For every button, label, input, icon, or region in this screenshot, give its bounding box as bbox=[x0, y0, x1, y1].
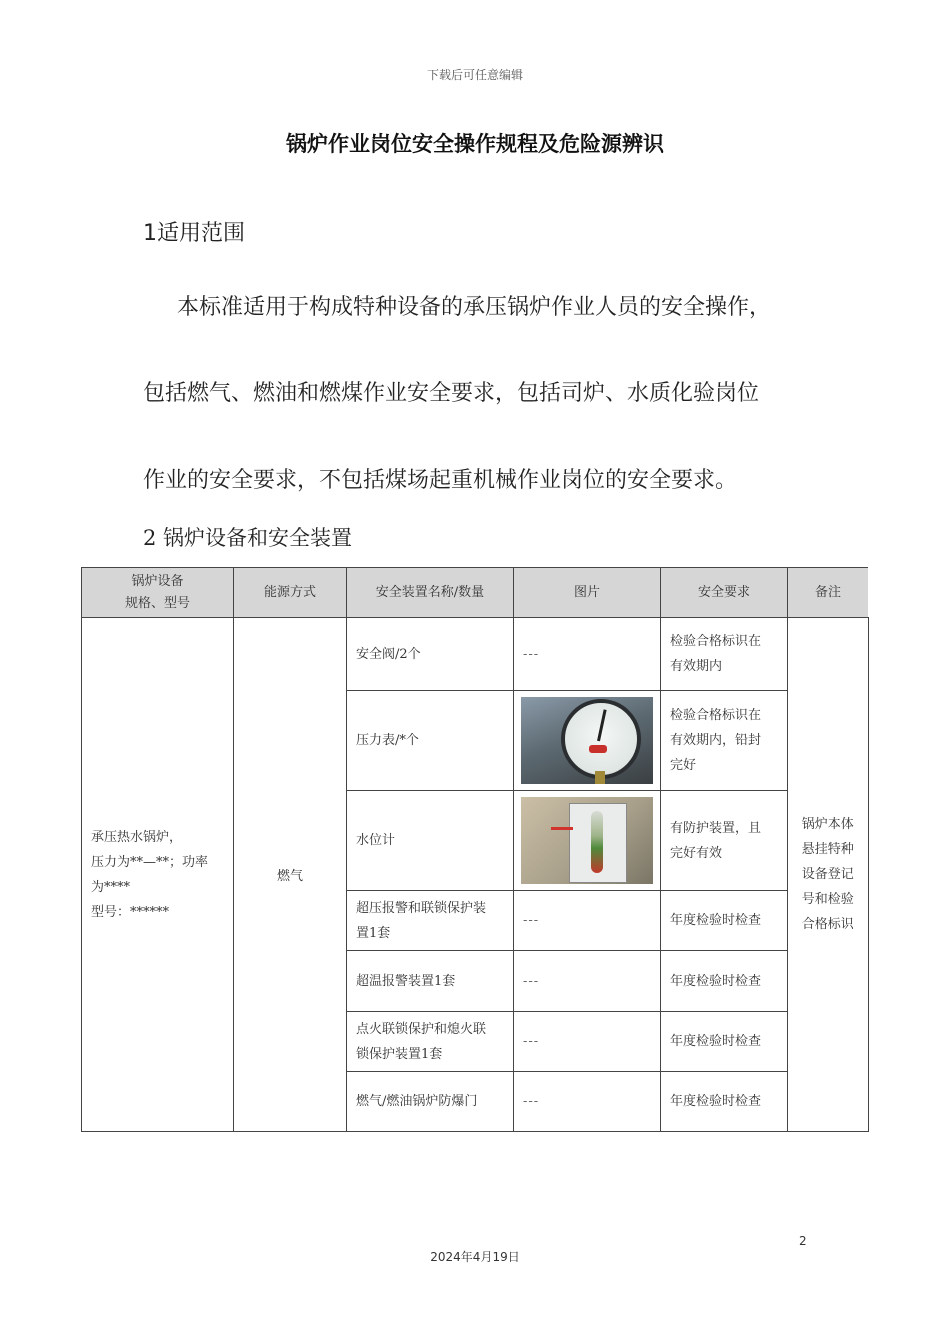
section1-heading: 1适用范围 bbox=[143, 221, 245, 246]
device-cell: 安全阀/2个 bbox=[347, 618, 514, 691]
equipment-table bbox=[81, 567, 869, 1132]
section1-line-2: 包括燃气、燃油和燃煤作业安全要求，包括司炉、水质化验岗位 bbox=[143, 381, 760, 406]
equipment-cell: 承压热水锅炉， 压力为**—**；功率 为**** 型号：****** bbox=[82, 618, 234, 1132]
footer-date: 2024年4月19日 bbox=[430, 1250, 520, 1264]
pressure-gauge-photo-icon bbox=[521, 697, 653, 784]
device-cell: 超压报警和联锁保护装 置1套 bbox=[347, 891, 514, 951]
document-title: 锅炉作业岗位安全操作规程及危险源辨识 bbox=[286, 132, 664, 156]
header-note: 下载后可任意编辑 bbox=[426, 68, 523, 82]
water-level-gauge-photo-icon bbox=[521, 797, 653, 884]
image-cell bbox=[514, 691, 661, 791]
requirement-cell: 年度检验时检查 bbox=[661, 951, 788, 1012]
header-requirement: 安全要求 bbox=[661, 568, 788, 618]
header-image: 图片 bbox=[514, 568, 661, 618]
device-cell: 超温报警装置1套 bbox=[347, 951, 514, 1012]
header-equipment: 锅炉设备 规格、型号 bbox=[82, 568, 234, 618]
device-cell: 压力表/*个 bbox=[347, 691, 514, 791]
image-cell: --- bbox=[514, 951, 661, 1012]
image-cell: --- bbox=[514, 1012, 661, 1072]
requirement-cell: 有防护装置，且 完好有效 bbox=[661, 791, 788, 891]
page-number: 2 bbox=[799, 1234, 807, 1248]
remark-cell: 锅炉本体 悬挂特种 设备登记 号和检验 合格标识 bbox=[788, 618, 869, 1132]
device-cell: 燃气/燃油锅炉防爆门 bbox=[347, 1072, 514, 1132]
image-cell: --- bbox=[514, 1072, 661, 1132]
requirement-cell: 年度检验时检查 bbox=[661, 1072, 788, 1132]
requirement-cell: 年度检验时检查 bbox=[661, 1012, 788, 1072]
table-header-row bbox=[82, 568, 869, 618]
image-cell bbox=[514, 791, 661, 891]
header-energy: 能源方式 bbox=[234, 568, 347, 618]
section1-line-3: 作业的安全要求，不包括煤场起重机械作业岗位的安全要求。 bbox=[143, 468, 738, 493]
requirement-cell: 年度检验时检查 bbox=[661, 891, 788, 951]
section1-line-1: 本标准适用于构成特种设备的承压锅炉作业人员的安全操作， bbox=[177, 295, 772, 320]
image-cell: --- bbox=[514, 891, 661, 951]
requirement-cell: 检验合格标识在 有效期内 bbox=[661, 618, 788, 691]
device-cell: 水位计 bbox=[347, 791, 514, 891]
header-remark: 备注 bbox=[788, 568, 869, 618]
device-cell: 点火联锁保护和熄火联 锁保护装置1套 bbox=[347, 1012, 514, 1072]
header-device: 安全装置名称/数量 bbox=[347, 568, 514, 618]
table-row bbox=[82, 618, 869, 691]
image-cell: --- bbox=[514, 618, 661, 691]
requirement-cell: 检验合格标识在 有效期内，铅封 完好 bbox=[661, 691, 788, 791]
section2-heading: 2 锅炉设备和安全装置 bbox=[143, 526, 353, 550]
energy-cell: 燃气 bbox=[234, 618, 347, 1132]
